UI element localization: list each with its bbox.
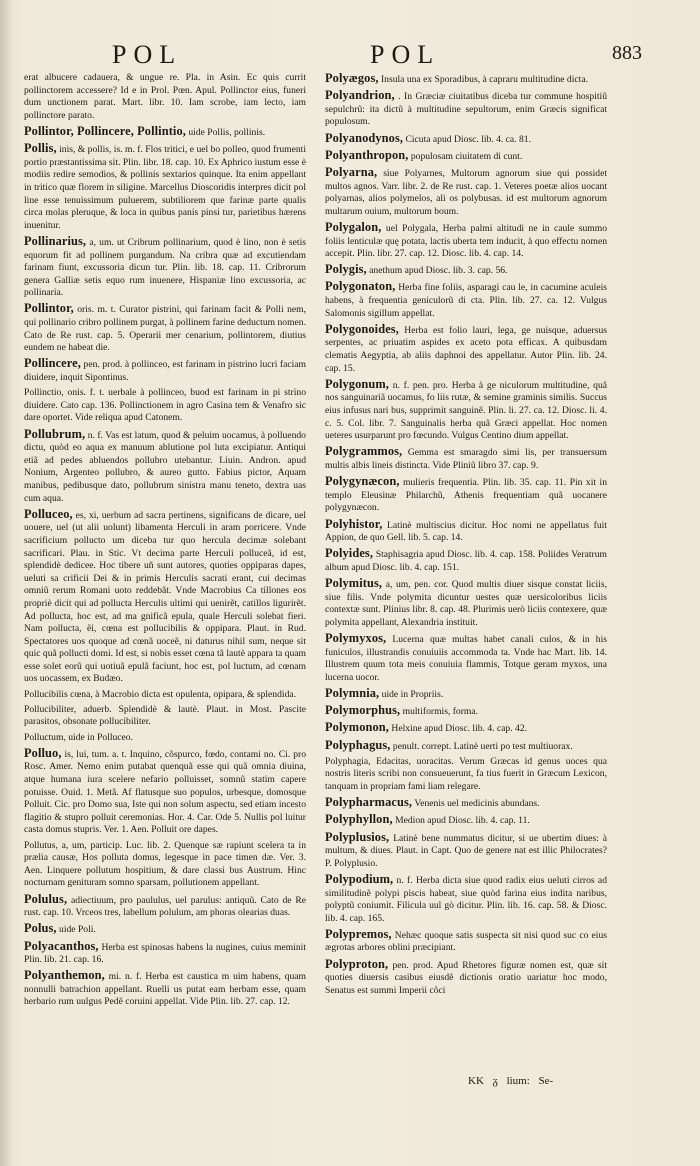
entry-headword: Polyanthemon, xyxy=(24,968,105,983)
entry-headword: Polymyxos, xyxy=(325,631,387,646)
entry-headword: Polyproton, xyxy=(325,956,389,971)
entry-headword: Polyplusios, xyxy=(325,829,390,844)
entry-text: Pollucibilis cœna, à Macrobio dicta est opulenta, opipara, & splendida. xyxy=(24,688,297,700)
entry-text: n. f. pen. pro. Herba à ge niculorum multitudine, quã nos sanguinariã uocamus, fo liis rutæ, & semine graminis similis. Succus eius infusus nari bus, supprimit sanguinẽ. Plin. li. 27. ca. 12. Diosc. li. 4. c. 5. Col. libr. 7. Sanguinalis herba quã Græci appellat. Hoc nomen ueteres usurparunt pro fœcundo. Vulgus Centino dium appellat. xyxy=(325,379,607,442)
entry-text: Venenis uel medicinis abundans. xyxy=(414,798,540,810)
dictionary-entry xyxy=(325,475,607,515)
entry-headword: Pollis, xyxy=(24,141,57,156)
entry-text: mi. n. f. Herba est caustica m uim habens, quam nonnulli batrachion appellant. Ruelli us putat eam herbam esse, quam herbario rum uulgus Pedẽ coruini appellat. Vide Plin. lib. 27. cap. 12. xyxy=(24,971,306,1008)
entry-text: Cicuta apud Diosc. lib. 4. ca. 81. xyxy=(405,133,531,145)
dictionary-entry xyxy=(325,928,607,955)
entry-text: populosam ciuitatem di cunt. xyxy=(410,150,523,162)
entry-headword: Polygis, xyxy=(325,262,367,277)
dictionary-entry xyxy=(24,302,306,354)
dictionary-entry xyxy=(24,747,306,837)
dictionary-entry xyxy=(24,125,306,140)
entry-headword: Pollintor, Pollincere, Pollintio, xyxy=(24,123,186,138)
dictionary-entry xyxy=(24,235,306,300)
dictionary-entry xyxy=(24,508,306,686)
dictionary-entry xyxy=(325,796,607,811)
entry-text: is, lui, tum. a. t. Inquino, cõspurco, fœdo, contami no. Ci. pro Rosc. Amer. Nemo enim putabat quenquã esse qui quã omnia diuina, atque humana iura scelere nefario polluisset, somnũ statim capere potuisse. Ouid. 1. Metã. Af flatusque suo populos, urbesque, domosque Polluit. Cic. pro Domo sua, Iste qui non solum aspectu, sed etiam incesto flagitio & stupro polluit ceremonias. Hor. 4. Car. Ode 5. Nullis pol luitur casta domus stupris. Ver. 1. Aen. Polluit ore dapes. xyxy=(24,748,306,836)
entry-headword: Polygonoides, xyxy=(325,321,399,336)
entry-headword: Polygonaton, xyxy=(325,279,396,294)
entry-text: Polluctum, uide in Polluceo. xyxy=(24,731,133,743)
dictionary-entry xyxy=(325,721,607,736)
entry-text: Herba est folio lauri, lega, ge nuisque, aduersus serpentes, ac priuatim aspides ex aceto pota efficax. A quibusdam clematis Aegyptia, ab aliis daphnoi des appellatur. Autor Plin. lib. 24. cap. 15. xyxy=(325,324,607,374)
dictionary-entry xyxy=(325,378,607,443)
dictionary-entry xyxy=(325,739,607,754)
entry-text: anethum apud Diosc. lib. 3. cap. 56. xyxy=(369,265,508,277)
entry-headword: Polygrammos, xyxy=(325,444,403,459)
dictionary-entry xyxy=(24,142,306,232)
entry-text: siue Polyarnes, Multorum agnorum siue qui possidet multos agnos. Varr. libr. 2. de Re rust. cap. 1. Veteres poetæ alios uocant polyarnas, alios polymelos, ali os polybusas. id est multorum agnorum multarum ouium, multorum boum. xyxy=(325,167,607,217)
dictionary-entry xyxy=(24,72,306,122)
entry-text: Helxine apud Diosc. lib. 4. cap. 42. xyxy=(391,723,528,735)
entry-headword: Polymnia, xyxy=(325,686,380,701)
entry-headword: Pollintor, xyxy=(24,301,74,316)
dictionary-entry xyxy=(325,958,607,998)
running-head-right: POL xyxy=(370,40,441,69)
dictionary-entry xyxy=(325,221,607,261)
dictionary-entry xyxy=(325,577,607,629)
entry-text: Pollucibiliter, aduerb. Splendidè & lautè. Plaut. in Most. Pascite parasitos, obsonate pollucibiliter. xyxy=(24,703,306,728)
entry-text: Herba est spinosas habens la nugines, cuius meminit Plin. lib. 21. cap. 16. xyxy=(24,941,306,966)
dictionary-entry xyxy=(325,132,607,147)
entry-text: a, um. ut Cribrum pollinarium, quod è lino, non è setis equorum fit ad pollinem purgandum. Na cribra quæ ad excutiendam farinam fiunt, excussoria dicun tur. Plin. lib. 18. cap. 11. Cribrorum genera Galliæ setis equo rum inuenere, Hispaniæ lino excussoria, ac pollinaria. xyxy=(24,236,306,299)
entry-text: Gemma est smaragdo simi lis, per transuersum multis albis lineis distincta. Vide Pliniũ libro 37. cap. 9. xyxy=(325,447,607,471)
dictionary-entry xyxy=(325,547,607,574)
entry-text: es, xi, uerbum ad sacra pertinens, significans de dicare, uel uouere, uel (ut alii uolunt) libamenta Herculi in aram porricere. Vnde sacrificium pollucto um diceba tur quo hercula decimæ solebant sacrificari. Plau. in Stic. Vt decima parte Herculi polluceã, id est, splendidè dedicee. Hoc tibere uñ sunt autores, quoties oppiparas dapes, ueluti sa crificii Dei & in primis Herculis sacrati erant, cui decimas omniũ rerum Romani uoto reddebãt. Vnde Macrobius Ca tillones eos propriè dicit qui ad pollucta Herculis ultimi qui uenirẽt, catillos ligurirẽt. Ad pollucta, hoc est, ad ma gnificã epula, quale Herculi solebat fieri. Nam pollucta, ẽi, cœna est pollucibilis & oppipara. Plaut. in Rud. Spectatores uos quoque ad cœnã uoceẽ, ni daturus nihil sum, neque sit quic quã pollucti domi. Id est, si nobis esset cœna tã lautè appara ta quam esse solet eorũ qui uotiuã epulã faciunt, hoc est, pol luctum, ad cœnam uos uocassem, ex Budæo. xyxy=(24,509,306,685)
entry-text: Latinè multiscius dicitur. Hoc nomi ne appellatus fuit Appion, de quo Gell. lib. 5. cap. 14. xyxy=(325,519,607,544)
entry-text: Polyphagia, Edacitas, uoracitas. Verum Græcas id genus uoces qua nostris literis scribi non consueuerunt, fa tius fuerit in Græcum Lexicon, tanquam in propriam fami liam relegare. xyxy=(325,755,607,792)
right-column xyxy=(325,72,607,1132)
entry-text: mulieris frequentia. Plin. lib. 35. cap. 11. Pin xit in templo Eleusinæ Philarchũ, Athenis frequentiam quã uocanere polygynæcon. xyxy=(325,477,607,514)
dictionary-entry xyxy=(325,323,607,375)
dictionary-entry xyxy=(24,893,306,920)
entry-text: n. f. Herba dicta siue quod radix eius ueluti cirros ad similitudinẽ polypi piscis habeat, siue quòd farina eius indita naribus, polyptũ coniumit. Filicula uul gò dicitur. Plin. lib. 16. cap. 58. & Diosc. lib. 4. cap. 165. xyxy=(325,874,607,924)
dictionary-entry xyxy=(24,940,306,967)
entry-text: pen. prod. à pollinceo, est farinam in pistrino lucri faciam diuidere, inquit Sipontinus. xyxy=(24,359,306,384)
entry-headword: Polluceo, xyxy=(24,506,73,521)
entry-headword: Polyides, xyxy=(325,546,374,561)
entry-text: uide Poli. xyxy=(59,924,96,936)
entry-text: n. f. Vas est latum, quod & peluim uocamus, à polluendo dictu, quòd eo aqua ex manuum ablutione pol luta excipiatur. Antiqui etiã ad pedes abluendos pollubro utebantur. Liuin. Andron. apud Nonium, Argenteo pollubro, & aureo gutto. Fabius pictor, Aquam manibus, pedibusque dato, pollubrum sinistra manu teneto, dextra uas cum aqua. xyxy=(24,429,306,504)
running-head-left: POL xyxy=(112,40,183,69)
entry-text: multiformis, forma. xyxy=(402,706,479,718)
entry-text: Insula una ex Sporadibus, à capraru multitudine dicta. xyxy=(380,74,588,85)
entry-headword: Polyphyllon, xyxy=(325,812,393,827)
entry-headword: Polymitus, xyxy=(325,576,383,591)
dictionary-entry xyxy=(325,263,607,278)
dictionary-entry xyxy=(325,687,607,702)
catchword: KK ᵹ lium: Se- xyxy=(468,1075,554,1087)
entry-text: Latinè bene nummatus dicitur, si ue ubertim diues: à multum, & diues. Plaut. in Capt. Quo de genere nat est illic Philocrates? P. Polyplusio. xyxy=(325,832,607,869)
dictionary-entry xyxy=(325,166,607,218)
entry-headword: Pollincere, xyxy=(24,356,81,371)
entry-text: Herba fine foliis, asparagi cau le, in cacumine aculeis habens, à frequentia geniculorũ di cta. Plin. lib. 27. ca. 12. Vulgus Salomonis sigillum appellat. xyxy=(325,282,607,319)
page-number: 883 xyxy=(612,42,642,64)
entry-headword: Polygynæcon, xyxy=(325,474,400,489)
dictionary-entry xyxy=(325,149,607,164)
entry-text: erat albucere cadauera, & ungue re. Pla. in Asin. Ec quis currit pollinctorem accessere? Id e in Prol. Pœn. Apul. Pollinctor eius, funeri dum unctionem parat. Mart. libr. 10. Iam scrobe, iam lecto, iam pollinctore parato. xyxy=(24,72,306,121)
dictionary-entry xyxy=(325,445,607,472)
dictionary-entry xyxy=(325,89,607,129)
entry-headword: Polyandrion, xyxy=(325,88,395,103)
left-column xyxy=(24,72,306,1132)
entry-headword: Polyanthropon, xyxy=(325,147,409,162)
dictionary-entry xyxy=(24,357,306,384)
entry-headword: Polyphagus, xyxy=(325,737,391,752)
entry-text: Staphisagria apud Diosc. lib. 4. cap. 158. Poliides Veratrum album apud Diosc. lib. 4. cap. 151. xyxy=(325,549,607,573)
entry-headword: Polypodium, xyxy=(325,871,394,886)
entry-text: Medion apud Diosc. lib. 4. cap. 11. xyxy=(395,815,530,827)
entry-text: pen. prod. Apud Rhetores figuræ nomen est, quæ sit quoties diuersis casibus eiusdẽ dictionis oratio uariatur hoc modo, Senatus est summi Imperii côci xyxy=(325,959,607,996)
dictionary-entry xyxy=(325,280,607,320)
entry-headword: Polygalon, xyxy=(325,219,382,234)
entry-headword: Polyhistor, xyxy=(325,516,383,531)
entry-text: penult. corrept. Latinè uerti po test multiuorax. xyxy=(392,740,573,752)
dictionary-entry xyxy=(24,689,306,702)
entry-headword: Polypharmacus, xyxy=(325,795,413,810)
gutter-shadow xyxy=(0,0,14,1166)
entry-headword: Polypremos, xyxy=(325,926,392,941)
entry-headword: Polyacanthos, xyxy=(24,938,99,953)
entry-text: adiectiuum, pro paululus, uel parulus: antiquũ. Cato de Re rust. cap. 10. Vrceos tres, labellum polulum, am phoras olearias duas. xyxy=(24,894,306,919)
dictionary-entry xyxy=(325,518,607,545)
entry-text: uel Polygala, Herba palmi altitudi ne in caule summo foliis lenticulæ quę potata, lactis uberta tem inducit, à quo effectu nomen accepit. Plin. libr. 27. cap. 12. Diosc. lib. 4. cap. 14. xyxy=(325,222,607,260)
entry-text: Nehæc quoque satis suspecta sit nisi quod suc co eius ægrotas arbores oblini præcipiant. xyxy=(325,929,607,954)
dictionary-entry xyxy=(325,632,607,684)
entry-text: Lucerna quæ multas habet canali culos, & in his funiculos, illustrandis conuiuiis accommoda ta. Vnde hac Mart. lib. 14. Illustrem quum tota meis conuiuia flammis, Totque geram myxos, una lucerna uocor. xyxy=(325,634,607,683)
entry-headword: Polyægos, xyxy=(325,72,379,85)
dictionary-entry xyxy=(325,704,607,719)
entry-text: a, um, pen. cor. Quod multis diuer sisque constat liciis, siue filis. Vnde polymita dicuntur uestes quæ uersicoloribus liciis contextæ sunt. Plinius libr. 8. cap. 48. Plurimis uerò liciis contexere, quæ polymita appellant, Alexandria instituit. xyxy=(325,579,607,628)
dictionary-entry xyxy=(325,72,607,87)
dictionary-entry xyxy=(325,813,607,828)
entry-headword: Pollubrum, xyxy=(24,426,86,441)
dictionary-entry xyxy=(24,387,306,425)
entry-headword: Polulus, xyxy=(24,891,68,906)
dictionary-entry xyxy=(24,969,306,1009)
dictionary-entry xyxy=(24,840,306,890)
dictionary-entry xyxy=(325,831,607,871)
dictionary-entry xyxy=(24,428,306,506)
entry-text: inis, & pollis, is. m. f. Flos tritici, e uel bo polleo, quod frumenti portio præstantissima sit. Plin. libr. 18. cap. 10. Ex Aphrico iustum esse è modiis redire semodios, & pollinis sextarios quinque. Ita enim appellant in tritico quæ florem in siligine. Marcellus Dioscoridis interpres dicit pol line esse tenuissimum puluerem, subtiliorem que farinæ parte qualis circa molas pleruque, & loca in quibus panis pinsi tur, parietibus hærens inuenitur. xyxy=(24,144,306,231)
entry-text: Pollutus, a, um, particip. Luc. lib. 2. Quenque sæ rapiunt scelera ta in prælia causæ, Hos polluta domus, legesque in pace timen dæ. Ver. 3. Aen. Linquere pollutum hospitium, & dare classi bus Austrum. Hinc nocturnam genituram somno sparsam, pollutionem appellant. xyxy=(24,839,306,889)
dictionary-entry xyxy=(24,732,306,745)
entry-headword: Polluo, xyxy=(24,745,62,760)
dictionary-entry xyxy=(24,922,306,937)
dictionary-entry xyxy=(325,756,607,794)
entry-text: Pollinctio, onis. f. t. uerbale à pollinceo, buod est farinam in pi strino diuidere. Cato cap. 136. Pollinctionem in agro Casina tem & Venafro sic dare oportet. Vide reliqua apud Catonem. xyxy=(24,387,306,424)
dictionary-entry xyxy=(24,704,306,729)
entry-text: uide in Propriis. xyxy=(381,689,444,701)
entry-text: . In Græciæ ciuitatibus diceba tur commune hospitiũ sepulchrũ: ita dictũ à multitudine sepultorum, enim Græcis significat populosum. xyxy=(325,91,607,128)
entry-headword: Polygonum, xyxy=(325,376,389,391)
entry-headword: Pollinarius, xyxy=(24,233,87,248)
entry-headword: Polymorphus, xyxy=(325,703,401,718)
dictionary-entry xyxy=(325,873,607,925)
entry-headword: Polyarna, xyxy=(325,164,378,179)
entry-headword: Polus, xyxy=(24,921,57,936)
entry-text: uide Pollis, pollinis. xyxy=(188,126,266,138)
entry-headword: Polyanodynos, xyxy=(325,130,404,145)
entry-headword: Polymonon, xyxy=(325,720,389,735)
entry-text: oris. m. t. Curator pistrini, qui farinam facit & Polli nem, qui pollinario cribro pollinem purgat, à pollinem farine deductum nomen. Cato de Re rust. cap. 5. Operarii mer cenarium, pollintorem, diutius eundem ne habeat die. xyxy=(24,304,306,354)
